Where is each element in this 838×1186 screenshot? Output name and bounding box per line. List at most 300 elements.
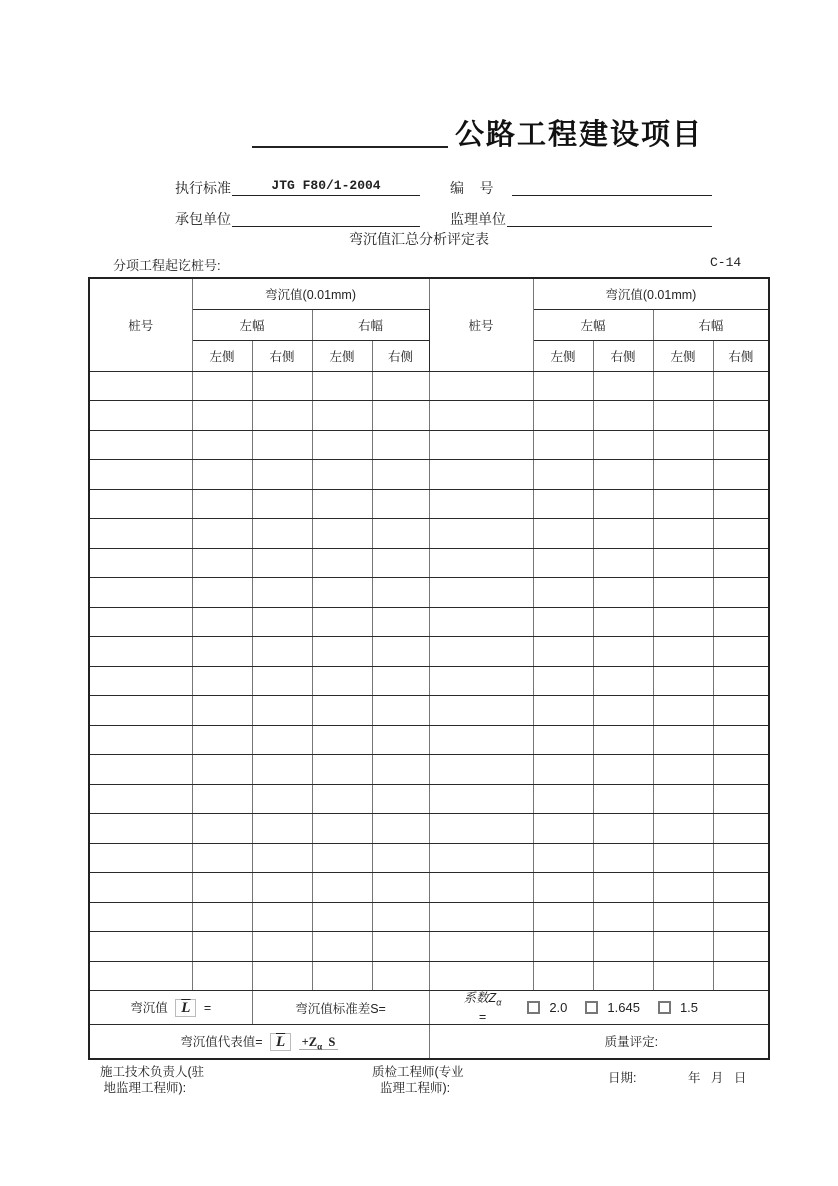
- deflection-value-cell[interactable]: [372, 607, 429, 637]
- deflection-value-cell[interactable]: [252, 932, 312, 962]
- deflection-value-cell[interactable]: [312, 489, 372, 519]
- mean-deflection-cell[interactable]: [89, 991, 252, 1025]
- standard-value: JTG F80/1-2004: [271, 178, 381, 193]
- tech-lead-signature-label: [100, 1064, 204, 1096]
- coef-option-label: 2.0: [549, 1000, 568, 1015]
- stake-number-cell[interactable]: [429, 607, 533, 637]
- mean-equals: =: [203, 1001, 212, 1015]
- right-side-header: 右侧: [252, 340, 312, 371]
- deflection-value-cell[interactable]: [713, 814, 769, 844]
- deflection-value-cell[interactable]: [372, 696, 429, 726]
- deflection-value-cell[interactable]: [312, 371, 372, 401]
- deflection-value-cell[interactable]: [372, 902, 429, 932]
- table-row: [89, 873, 769, 903]
- checkbox-1.5[interactable]: [658, 1001, 671, 1014]
- stake-number-cell[interactable]: [429, 460, 533, 490]
- left-side-header: 左侧: [312, 340, 372, 371]
- deflection-value-cell[interactable]: [593, 460, 653, 490]
- deflection-value-cell[interactable]: [593, 873, 653, 903]
- deflection-value-cell[interactable]: [372, 784, 429, 814]
- l-bar-symbol: $\overline{L}$: [270, 1033, 291, 1051]
- deflection-value-cell[interactable]: [653, 637, 713, 667]
- deflection-value-cell[interactable]: [533, 489, 593, 519]
- deflection-value-cell[interactable]: [372, 519, 429, 549]
- deflection-value-cell[interactable]: [533, 873, 593, 903]
- deflection-value-cell[interactable]: [533, 430, 593, 460]
- deflection-value-cell[interactable]: [653, 932, 713, 962]
- left-side-header: 左侧: [192, 340, 252, 371]
- deflection-header-left: 弯沉值(0.01mm): [192, 278, 429, 309]
- deflection-value-cell[interactable]: [312, 873, 372, 903]
- deflection-value-cell[interactable]: [252, 548, 312, 578]
- deflection-value-cell[interactable]: [252, 725, 312, 755]
- stake-number-cell[interactable]: [429, 401, 533, 431]
- deflection-value-cell[interactable]: [372, 489, 429, 519]
- stake-number-cell[interactable]: [429, 371, 533, 401]
- stake-number-cell[interactable]: [429, 932, 533, 962]
- table-row: [89, 460, 769, 490]
- deflection-value-cell[interactable]: [653, 371, 713, 401]
- stake-number-cell[interactable]: [429, 902, 533, 932]
- deflection-value-cell[interactable]: [252, 489, 312, 519]
- stake-number-cell[interactable]: [89, 578, 192, 608]
- deflection-value-cell[interactable]: [533, 784, 593, 814]
- deflection-value-cell[interactable]: [192, 637, 252, 667]
- deflection-value-cell[interactable]: [713, 843, 769, 873]
- deflection-value-cell[interactable]: [713, 519, 769, 549]
- deflection-value-cell[interactable]: [713, 460, 769, 490]
- deflection-value-cell[interactable]: [252, 696, 312, 726]
- stake-number-cell[interactable]: [429, 519, 533, 549]
- table-row: [89, 814, 769, 844]
- stake-number-cell[interactable]: [89, 401, 192, 431]
- deflection-value-cell[interactable]: [533, 932, 593, 962]
- deflection-value-cell[interactable]: [192, 961, 252, 991]
- number-label: 编 号: [450, 180, 494, 196]
- coef-option-1.645: [585, 1000, 640, 1015]
- deflection-value-cell[interactable]: [252, 873, 312, 903]
- coef-option-1.5: [658, 1000, 698, 1015]
- deflection-value-cell[interactable]: [593, 725, 653, 755]
- stake-number-cell[interactable]: [429, 784, 533, 814]
- deflection-value-cell[interactable]: [252, 843, 312, 873]
- stake-header-left: 桩号: [89, 278, 192, 371]
- deflection-value-cell[interactable]: [653, 873, 713, 903]
- deflection-value-cell[interactable]: [713, 696, 769, 726]
- tech-lead-line2: 地监理工程师):: [100, 1081, 187, 1095]
- qc-line2: 监理工程师):: [380, 1081, 451, 1095]
- deflection-value-cell[interactable]: [653, 902, 713, 932]
- deflection-value-cell[interactable]: [713, 371, 769, 401]
- deflection-value-cell[interactable]: [372, 843, 429, 873]
- deflection-value-cell[interactable]: [713, 401, 769, 431]
- stake-number-cell[interactable]: [429, 637, 533, 667]
- section-stake-label: 分项工程起讫桩号:: [113, 258, 221, 273]
- deflection-value-cell[interactable]: [372, 961, 429, 991]
- deflection-value-cell[interactable]: [593, 784, 653, 814]
- checkbox-1.645[interactable]: [585, 1001, 598, 1014]
- deflection-value-cell[interactable]: [653, 489, 713, 519]
- deflection-value-cell[interactable]: [653, 401, 713, 431]
- deflection-value-cell[interactable]: [192, 460, 252, 490]
- deflection-value-cell[interactable]: [713, 430, 769, 460]
- stake-number-cell[interactable]: [429, 696, 533, 726]
- coef-option-2.0: [527, 1000, 567, 1015]
- deflection-value-cell[interactable]: [593, 755, 653, 785]
- deflection-value-cell[interactable]: [593, 489, 653, 519]
- table-row: [89, 489, 769, 519]
- deflection-value-cell[interactable]: [192, 696, 252, 726]
- deflection-value-cell[interactable]: [593, 519, 653, 549]
- deflection-value-cell[interactable]: [593, 607, 653, 637]
- deflection-value-cell[interactable]: [312, 961, 372, 991]
- deflection-value-cell[interactable]: [252, 401, 312, 431]
- deflection-value-cell[interactable]: [192, 873, 252, 903]
- deflection-value-cell[interactable]: [312, 932, 372, 962]
- deflection-value-cell[interactable]: [533, 460, 593, 490]
- l-bar-symbol: $\overline{L}$: [175, 999, 196, 1017]
- deflection-value-cell[interactable]: [372, 401, 429, 431]
- stake-number-cell[interactable]: [89, 430, 192, 460]
- deflection-value-cell[interactable]: [653, 519, 713, 549]
- deflection-value-cell[interactable]: [653, 430, 713, 460]
- stake-number-cell[interactable]: [89, 666, 192, 696]
- deflection-value-cell[interactable]: [713, 666, 769, 696]
- qc-engineer-signature-label: [372, 1064, 464, 1096]
- stake-number-cell[interactable]: [429, 755, 533, 785]
- stake-number-cell[interactable]: [89, 932, 192, 962]
- deflection-value-cell[interactable]: [713, 755, 769, 785]
- deflection-value-cell[interactable]: [593, 814, 653, 844]
- left-side-header: 左侧: [533, 340, 593, 371]
- right-width-header: 右幅: [312, 309, 429, 340]
- stake-number-cell[interactable]: [429, 430, 533, 460]
- stake-number-cell[interactable]: [429, 548, 533, 578]
- deflection-value-cell[interactable]: [713, 961, 769, 991]
- deflection-value-cell[interactable]: [312, 401, 372, 431]
- deflection-value-cell[interactable]: [252, 371, 312, 401]
- deflection-value-cell[interactable]: [192, 725, 252, 755]
- deflection-value-cell[interactable]: [713, 932, 769, 962]
- deflection-value-cell[interactable]: [192, 548, 252, 578]
- deflection-value-cell[interactable]: [533, 843, 593, 873]
- table-row: [89, 843, 769, 873]
- table-row: [89, 637, 769, 667]
- deflection-value-cell[interactable]: [533, 607, 593, 637]
- deflection-value-cell[interactable]: [533, 401, 593, 431]
- deflection-value-cell[interactable]: [252, 755, 312, 785]
- deflection-value-cell[interactable]: [252, 961, 312, 991]
- deflection-value-cell[interactable]: [533, 902, 593, 932]
- left-width-header: 左幅: [533, 309, 653, 340]
- deflection-value-cell[interactable]: [713, 873, 769, 903]
- stake-number-cell[interactable]: [429, 814, 533, 844]
- stake-number-cell[interactable]: [89, 460, 192, 490]
- deflection-value-cell[interactable]: [252, 902, 312, 932]
- deflection-value-cell[interactable]: [372, 666, 429, 696]
- mean-label: 弯沉值: [130, 1001, 168, 1015]
- deflection-value-cell[interactable]: [653, 460, 713, 490]
- table-subtitle: 弯沉值汇总分析评定表: [349, 231, 489, 247]
- deflection-value-cell[interactable]: [192, 814, 252, 844]
- stake-number-cell[interactable]: [429, 843, 533, 873]
- quality-label: 质量评定:: [604, 1035, 659, 1050]
- stake-header-right: 桩号: [429, 278, 533, 371]
- table-row: [89, 755, 769, 785]
- stake-number-cell[interactable]: [89, 814, 192, 844]
- deflection-value-cell[interactable]: [192, 607, 252, 637]
- deflection-value-cell[interactable]: [192, 932, 252, 962]
- deflection-value-cell[interactable]: [312, 784, 372, 814]
- deflection-value-cell[interactable]: [252, 637, 312, 667]
- stake-number-cell[interactable]: [89, 519, 192, 549]
- deflection-value-cell[interactable]: [312, 637, 372, 667]
- table-row: [89, 607, 769, 637]
- deflection-value-cell[interactable]: [533, 548, 593, 578]
- table-row: [89, 961, 769, 991]
- standard-label: 执行标准: [175, 180, 231, 196]
- stake-number-cell[interactable]: [429, 725, 533, 755]
- deflection-value-cell[interactable]: [372, 548, 429, 578]
- stake-number-cell[interactable]: [89, 637, 192, 667]
- deflection-value-cell[interactable]: [533, 637, 593, 667]
- stddev-cell[interactable]: [252, 991, 429, 1025]
- deflection-value-cell[interactable]: [713, 725, 769, 755]
- deflection-value-cell[interactable]: [372, 637, 429, 667]
- right-side-header: 右侧: [372, 340, 429, 371]
- deflection-value-cell[interactable]: [312, 696, 372, 726]
- table-row: [89, 902, 769, 932]
- deflection-value-cell[interactable]: [533, 578, 593, 608]
- deflection-value-cell[interactable]: [593, 401, 653, 431]
- deflection-value-cell[interactable]: [593, 932, 653, 962]
- deflection-value-cell[interactable]: [593, 371, 653, 401]
- deflection-value-cell[interactable]: [312, 814, 372, 844]
- deflection-value-cell[interactable]: [192, 489, 252, 519]
- deflection-value-cell[interactable]: [533, 961, 593, 991]
- deflection-value-cell[interactable]: [312, 666, 372, 696]
- deflection-value-cell[interactable]: [372, 873, 429, 903]
- deflection-value-cell[interactable]: [192, 843, 252, 873]
- deflection-header-right: 弯沉值(0.01mm): [533, 278, 769, 309]
- deflection-value-cell[interactable]: [372, 814, 429, 844]
- table-row: [89, 548, 769, 578]
- deflection-value-cell[interactable]: [653, 725, 713, 755]
- deflection-value-cell[interactable]: [312, 843, 372, 873]
- deflection-value-cell[interactable]: [713, 637, 769, 667]
- rep-label: 弯沉值代表值=: [180, 1034, 263, 1049]
- deflection-value-cell[interactable]: [192, 578, 252, 608]
- table-row: [89, 725, 769, 755]
- deflection-value-cell[interactable]: [533, 666, 593, 696]
- table-data-rows: [89, 371, 769, 991]
- number-input-line[interactable]: [512, 195, 712, 196]
- right-side-header: 右侧: [713, 340, 769, 371]
- table-row: [89, 519, 769, 549]
- table-row: [89, 696, 769, 726]
- standard-input-line[interactable]: [232, 178, 420, 196]
- deflection-value-cell[interactable]: [713, 489, 769, 519]
- deflection-value-cell[interactable]: [653, 578, 713, 608]
- deflection-value-cell[interactable]: [312, 607, 372, 637]
- rep-formula-zs: [299, 1035, 339, 1050]
- deflection-value-cell[interactable]: [252, 784, 312, 814]
- table-row: [89, 932, 769, 962]
- title-blank-line[interactable]: [252, 146, 448, 148]
- table-row: [89, 401, 769, 431]
- deflection-value-cell[interactable]: [312, 548, 372, 578]
- deflection-value-cell[interactable]: [533, 696, 593, 726]
- deflection-value-cell[interactable]: [653, 696, 713, 726]
- stake-number-cell[interactable]: [89, 873, 192, 903]
- qc-line1: 质检工程师(专业: [372, 1065, 464, 1079]
- deflection-value-cell[interactable]: [533, 814, 593, 844]
- deflection-value-cell[interactable]: [252, 430, 312, 460]
- supervisor-input-line[interactable]: [507, 226, 712, 227]
- deflection-value-cell[interactable]: [593, 696, 653, 726]
- deflection-value-cell[interactable]: [312, 725, 372, 755]
- deflection-value-cell[interactable]: [372, 725, 429, 755]
- stake-number-cell[interactable]: [429, 873, 533, 903]
- stake-number-cell[interactable]: [89, 784, 192, 814]
- deflection-value-cell[interactable]: [653, 755, 713, 785]
- stake-number-cell[interactable]: [89, 961, 192, 991]
- deflection-value-cell[interactable]: [713, 578, 769, 608]
- deflection-value-cell[interactable]: [192, 784, 252, 814]
- deflection-value-cell[interactable]: [252, 519, 312, 549]
- deflection-value-cell[interactable]: [192, 371, 252, 401]
- deflection-value-cell[interactable]: [252, 607, 312, 637]
- deflection-value-cell[interactable]: [252, 814, 312, 844]
- deflection-value-cell[interactable]: [372, 578, 429, 608]
- deflection-value-cell[interactable]: [653, 548, 713, 578]
- deflection-value-cell[interactable]: [372, 932, 429, 962]
- form-code: C-14: [710, 255, 742, 270]
- deflection-value-cell[interactable]: [312, 460, 372, 490]
- deflection-value-cell[interactable]: [593, 961, 653, 991]
- deflection-value-cell[interactable]: [653, 607, 713, 637]
- deflection-value-cell[interactable]: [653, 814, 713, 844]
- coef-option-label: 1.5: [679, 1000, 699, 1015]
- right-width-header: 右幅: [653, 309, 769, 340]
- representative-value-cell[interactable]: [89, 1025, 429, 1059]
- stake-number-cell[interactable]: [429, 489, 533, 519]
- deflection-value-cell[interactable]: [713, 548, 769, 578]
- table-row: [89, 784, 769, 814]
- right-side-header: 右侧: [593, 340, 653, 371]
- stake-number-cell[interactable]: [429, 666, 533, 696]
- stake-number-cell[interactable]: [89, 489, 192, 519]
- deflection-value-cell[interactable]: [192, 401, 252, 431]
- contractor-input-line[interactable]: [232, 226, 420, 227]
- deflection-value-cell[interactable]: [192, 519, 252, 549]
- stddev-label: 弯沉值标准差S=: [295, 1001, 386, 1016]
- coef-label: [464, 991, 502, 1024]
- deflection-value-cell[interactable]: [312, 902, 372, 932]
- deflection-value-cell[interactable]: [192, 430, 252, 460]
- rep-s: S: [328, 1034, 336, 1049]
- deflection-value-cell[interactable]: [653, 784, 713, 814]
- table-row: [89, 578, 769, 608]
- stake-number-cell[interactable]: [89, 607, 192, 637]
- rep-plus-z: +Z: [301, 1034, 318, 1049]
- left-width-header: 左幅: [192, 309, 312, 340]
- deflection-value-cell[interactable]: [593, 548, 653, 578]
- deflection-value-cell[interactable]: [713, 902, 769, 932]
- coef-equals: =: [478, 1009, 487, 1024]
- deflection-value-cell[interactable]: [533, 725, 593, 755]
- coef-option-label: 1.645: [607, 1000, 640, 1015]
- deflection-value-cell[interactable]: [593, 637, 653, 667]
- stake-number-cell[interactable]: [89, 725, 192, 755]
- deflection-value-cell[interactable]: [192, 666, 252, 696]
- deflection-value-cell[interactable]: [192, 902, 252, 932]
- deflection-value-cell[interactable]: [713, 784, 769, 814]
- deflection-value-cell[interactable]: [312, 755, 372, 785]
- deflection-value-cell[interactable]: [533, 519, 593, 549]
- contractor-label: 承包单位: [175, 211, 231, 227]
- stake-number-cell[interactable]: [89, 902, 192, 932]
- stake-number-cell[interactable]: [89, 755, 192, 785]
- checkbox-2.0[interactable]: [527, 1001, 540, 1014]
- deflection-value-cell[interactable]: [372, 371, 429, 401]
- deflection-value-cell[interactable]: [252, 666, 312, 696]
- deflection-value-cell[interactable]: [372, 460, 429, 490]
- coef-label-main: 系数Z: [463, 991, 497, 1006]
- deflection-value-cell[interactable]: [372, 755, 429, 785]
- deflection-value-cell[interactable]: [593, 578, 653, 608]
- stake-number-cell[interactable]: [429, 578, 533, 608]
- deflection-value-cell[interactable]: [593, 843, 653, 873]
- tech-lead-line1: 施工技术负责人(驻: [100, 1065, 205, 1079]
- stake-number-cell[interactable]: [89, 696, 192, 726]
- rep-sub-alpha: α: [317, 1041, 323, 1051]
- deflection-value-cell[interactable]: [593, 430, 653, 460]
- deflection-value-cell[interactable]: [713, 607, 769, 637]
- deflection-value-cell[interactable]: [312, 430, 372, 460]
- deflection-value-cell[interactable]: [653, 666, 713, 696]
- deflection-value-cell[interactable]: [653, 843, 713, 873]
- deflection-value-cell[interactable]: [533, 755, 593, 785]
- deflection-table: [88, 277, 770, 1060]
- supervisor-label: 监理单位: [450, 211, 506, 227]
- coefficient-cell: [429, 991, 769, 1025]
- deflection-value-cell[interactable]: [252, 460, 312, 490]
- quality-rating-cell[interactable]: [429, 1025, 769, 1059]
- deflection-value-cell[interactable]: [653, 961, 713, 991]
- stake-number-cell[interactable]: [89, 843, 192, 873]
- deflection-value-cell[interactable]: [312, 578, 372, 608]
- date-format: 年 月 日: [688, 1071, 747, 1085]
- page-title: 公路工程建设项目: [455, 119, 704, 151]
- stake-number-cell[interactable]: [89, 371, 192, 401]
- table-row: [89, 666, 769, 696]
- deflection-value-cell[interactable]: [372, 430, 429, 460]
- deflection-value-cell[interactable]: [593, 666, 653, 696]
- table-row: [89, 430, 769, 460]
- stake-number-cell[interactable]: [429, 961, 533, 991]
- coef-label-sub: α: [496, 997, 502, 1008]
- deflection-value-cell[interactable]: [312, 519, 372, 549]
- table-row: [89, 371, 769, 401]
- deflection-value-cell[interactable]: [533, 371, 593, 401]
- deflection-value-cell[interactable]: [192, 755, 252, 785]
- stake-number-cell[interactable]: [89, 548, 192, 578]
- left-side-header: 左侧: [653, 340, 713, 371]
- date-label: 日期:: [608, 1071, 637, 1085]
- deflection-value-cell[interactable]: [252, 578, 312, 608]
- deflection-value-cell[interactable]: [593, 902, 653, 932]
